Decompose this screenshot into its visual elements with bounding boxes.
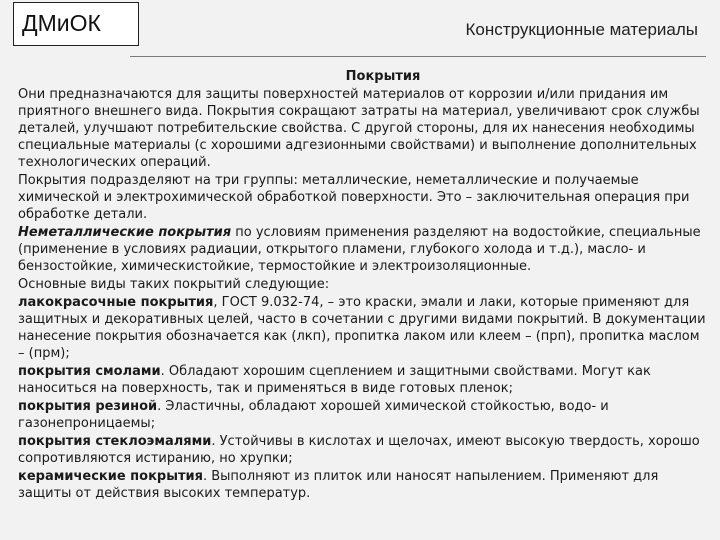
paragraph-types-intro: Основные виды таких покрытий следующие:: [18, 277, 330, 292]
paragraph-nonmetallic: [18, 224, 708, 275]
term-nonmetallic: Неметаллические покрытия: [18, 225, 232, 240]
paragraph-rubber: [18, 398, 708, 432]
slide-heading: Покрытия: [345, 69, 421, 84]
text-resin: . Обладают хорошим сцеплением и защитными свойствами. Могут как наноситься на поверхность, так и применяться в виде готовых пленок;: [18, 364, 651, 396]
text-rubber: . Эластичны, обладают хорошей химической стойкостью, водо- и газонепроницаемы;: [18, 399, 609, 431]
term-paint: лакокрасочные покрытия: [18, 295, 214, 310]
paragraph-enamel: [18, 433, 708, 467]
term-enamel: покрытия стеклоэмалями: [18, 434, 212, 449]
section-title: Конструкционные материалы: [465, 20, 698, 39]
term-rubber: покрытия резиной: [18, 399, 158, 414]
term-resin: покрытия смолами: [18, 364, 161, 379]
header-divider: [130, 56, 706, 57]
text-paint: , ГОСТ 9.032-74, – это краски, эмали и лаки, которые применяют для защитных и декоративных целей, часто в сочетании с другими видами покрытий. В документации нанесение покрытия обозначается как (лкп), пропитка лаком или клеем – (прп), пропитка маслом – (прм);: [18, 295, 706, 361]
slide-body: [18, 68, 708, 503]
paragraph-ceramic: [18, 468, 708, 502]
paragraph-intro: Они предназначаются для защиты поверхностей материалов от коррозии и/или придания им приятного внешнего вида. Покрытия сокращают затраты на материал, увеличивают срок службы деталей, улучшают потребительские свойства. С другой стороны, для их нанесения необходимы специальные материалы (с хорошими адгезионными свойствами) и выполнение дополнительных технологических операций.: [18, 87, 700, 170]
text-ceramic: . Выполняют из плиток или наносят напылением. Применяют для защиты от действия высоких температур.: [18, 469, 659, 501]
term-ceramic: керамические покрытия: [18, 469, 203, 484]
text-nonmetallic: по условиям применения разделяют на водостойкие, специальные (применение в условиях радиации, открытого пламени, глубокого холода и т.д.), масло- и бензостойкие, химическистойкие, термостойкие и электроизоляционные.: [18, 225, 701, 274]
paragraph-groups: Покрытия подразделяют на три группы: металлические, неметаллические и получаемые химической и электрохимической обработкой поверхности. Это – заключительная операция при обработке детали.: [18, 173, 690, 222]
paragraph-paint: [18, 294, 708, 362]
paragraph-resin: [18, 363, 708, 397]
text-enamel: . Устойчивы в кислотах и щелочах, имеют высокую твердость, хорошо сопротивляются истиранию, но хрупки;: [18, 434, 700, 466]
course-title: ДМиОК: [13, 2, 139, 46]
